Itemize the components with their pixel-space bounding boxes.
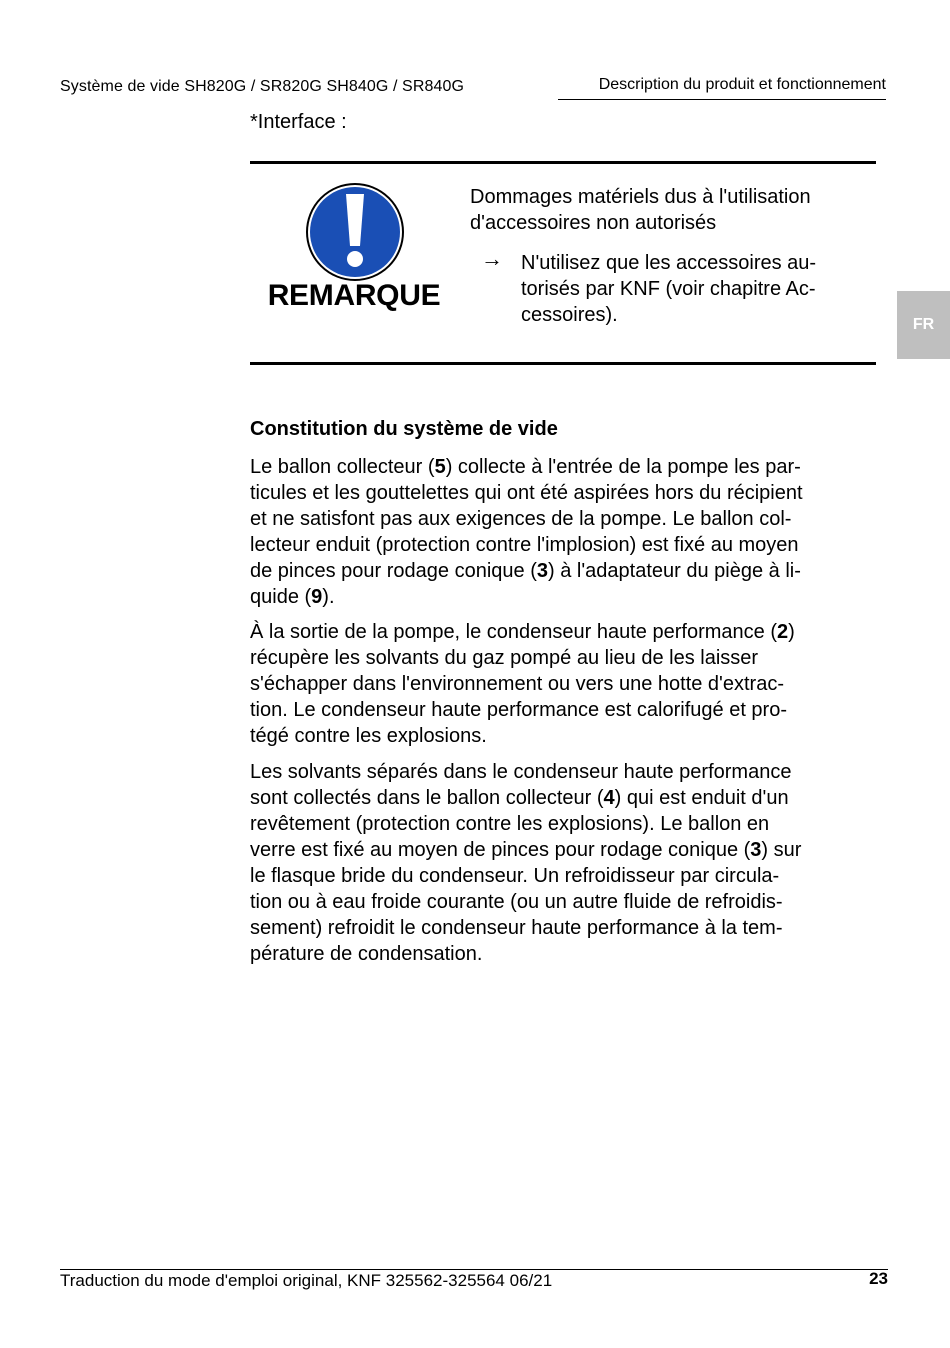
text-segment: Les solvants séparés dans le condenseur haute performance [250, 761, 792, 783]
text-segment: ) collecte à l'entrée de la pompe les par- [445, 456, 801, 478]
text-segment: Le ballon collecteur ( [250, 456, 435, 478]
paragraph-line [250, 697, 880, 723]
language-tab: FR [897, 291, 950, 359]
running-header-chapter: Description du produit et fonctionnement [598, 76, 886, 93]
text-segment: pérature de condensation. [250, 943, 483, 965]
paragraph-line [250, 454, 880, 480]
text-segment: tégé contre les explosions. [250, 725, 487, 747]
paragraph-line [250, 645, 880, 671]
notice-action-line: N'utilisez que les accessoires au- [521, 252, 817, 274]
paragraph-line [250, 941, 880, 967]
paragraph-line [250, 759, 880, 785]
reference-number: 2 [776, 621, 789, 643]
text-segment: tion. Le condenseur haute performance est calorifugé et pro- [250, 699, 787, 721]
reference-number: 9 [311, 586, 323, 608]
notice-action-line: cessoires). [521, 304, 618, 326]
paragraph-3 [250, 759, 880, 967]
paragraph-line [250, 480, 880, 506]
notice-action-line: torisés par KNF (voir chapitre Ac- [521, 278, 816, 300]
text-segment: et ne satisfont pas aux exigences de la pompe. Le ballon col- [250, 508, 792, 530]
page-number: 23 [869, 1269, 888, 1288]
text-segment: quide ( [250, 586, 312, 608]
paragraph-line [250, 915, 880, 941]
notice-bottom-rule [250, 362, 876, 365]
text-segment: verre est fixé au moyen de pinces pour rodage conique ( [250, 839, 751, 861]
notice-top-rule [250, 161, 876, 164]
text-segment: le flasque bride du condenseur. Un refroidisseur par circula- [250, 865, 780, 887]
paragraph-line [250, 619, 880, 645]
reference-number: 4 [603, 787, 615, 809]
text-segment: ticules et les gouttelettes qui ont été aspirées hors du récipient [250, 482, 803, 504]
interface-label: *Interface : [250, 111, 347, 133]
paragraph-1 [250, 454, 880, 610]
paragraph-line [250, 532, 880, 558]
paragraph-line [250, 811, 880, 837]
paragraph-line [250, 506, 880, 532]
paragraph-line [250, 558, 880, 584]
footer-divider [60, 1269, 888, 1270]
paragraph-line [250, 785, 880, 811]
notice-title-line: d'accessoires non autorisés [470, 212, 717, 234]
text-segment: revêtement (protection contre les explosions). Le ballon en [250, 813, 770, 835]
text-segment: ) à l'adaptateur du piège à li- [548, 560, 801, 582]
header-divider [558, 99, 886, 100]
notice-title [470, 184, 870, 236]
text-segment: À la sortie de la pompe, le condenseur haute performance ( [250, 621, 777, 643]
text-segment: sement) refroidit le condenseur haute performance à la tem- [250, 917, 783, 939]
section-heading: Constitution du système de vide [250, 418, 558, 440]
text-segment: de pinces pour rodage conique ( [250, 560, 537, 582]
paragraph-line [250, 584, 880, 610]
reference-number: 5 [434, 456, 446, 478]
arrow-right-icon: → [481, 246, 503, 271]
text-segment: sont collectés dans le ballon collecteur ( [250, 787, 604, 809]
reference-number: 3 [750, 839, 762, 861]
exclamation-icon [305, 182, 405, 282]
paragraph-line [250, 837, 880, 863]
text-segment: s'échapper dans l'environnement ou vers une hotte d'extrac- [250, 673, 784, 695]
text-segment: lecteur enduit (protection contre l'implosion) est fixé au moyen [250, 534, 799, 556]
text-segment: ) sur [761, 839, 802, 861]
notice-label: REMARQUE [267, 279, 441, 312]
text-segment: ) qui est enduit d'un [614, 787, 789, 809]
text-segment: ) [788, 621, 795, 643]
paragraph-line [250, 723, 880, 749]
text-segment: ). [322, 586, 335, 608]
paragraph-line [250, 671, 880, 697]
paragraph-line [250, 863, 880, 889]
paragraph-line [250, 889, 880, 915]
reference-number: 3 [536, 560, 548, 582]
text-segment: tion ou à eau froide courante (ou un autre fluide de refroidis- [250, 891, 783, 913]
notice-title-line: Dommages matériels dus à l'utilisation [470, 186, 811, 208]
notice-action [521, 250, 866, 328]
text-segment: récupère les solvants du gaz pompé au lieu de les laisser [250, 647, 759, 669]
running-header-title: Système de vide SH820G / SR820G SH840G / SR840G [60, 78, 465, 95]
footer-text: Traduction du mode d'emploi original, KNF 325562-325564 06/21 [60, 1271, 553, 1290]
paragraph-2 [250, 619, 880, 749]
